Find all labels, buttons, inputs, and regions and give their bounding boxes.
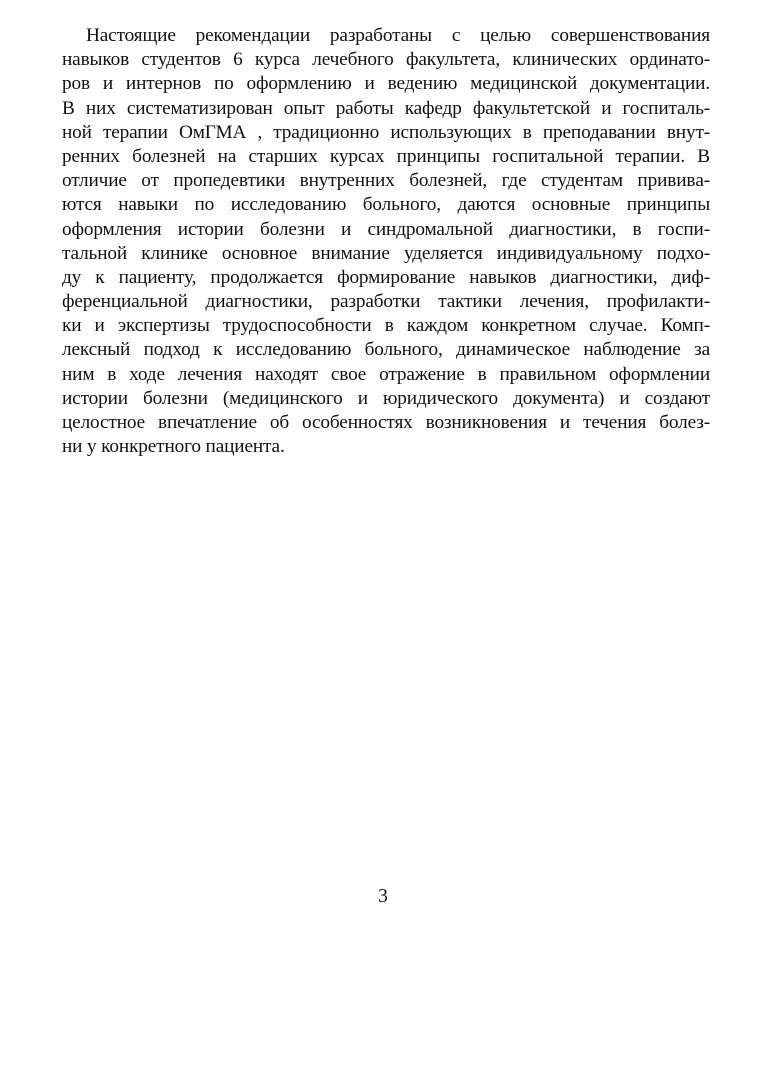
paragraph-line: лексный подход к исследованию больного, динамическое наблюдение за [62,339,710,361]
paragraph-line: ки и экспертизы трудоспособности в каждом конкретном случае. Комп- [62,315,710,337]
paragraph-line: ним в ходе лечения находят свое отражение в правильном оформлении [62,363,710,385]
paragraph-line: ду к пациенту, продолжается формирование навыков диагностики, диф- [62,266,710,288]
paragraph-line: навыков студентов 6 курса лечебного факультета, клинических ординато- [62,49,710,71]
paragraph-line: тальной клинике основное внимание уделяется индивидуальному подхо- [62,242,710,264]
paragraph-line: ренних болезней на старших курсах принципы госпитальной терапии. В [62,145,710,167]
paragraph-line: целостное впечатление об особенностях возникновения и течения болез- [62,412,710,433]
paragraph-line: оформления истории болезни и синдромальной диагностики, в госпи- [62,218,710,240]
paragraph-line: ются навыки по исследованию больного, даются основные принципы [62,194,710,216]
paragraph-line: ной терапии ОмГМА , традиционно использующих в преподавании внут- [62,121,710,143]
paragraph-line: Настоящие рекомендации разработаны с целью совершенствования [86,25,710,46]
paragraph-line: ференциальной диагностики, разработки тактики лечения, профилакти- [62,291,710,313]
page-number: 3 [378,886,388,907]
paragraph-line: ни у конкретного пациента. [62,436,285,458]
paragraph-line: отличие от пропедевтики внутренних болезней, где студентам прививa- [62,170,710,192]
paragraph-line: истории болезни (медицинского и юридического документа) и создают [62,387,710,409]
paragraph-line: ров и интернов по оформлению и ведению медицинской документации. [62,73,710,95]
body-paragraph [62,24,710,459]
paragraph-line: В них систематизирован опыт работы кафедр факультетской и госпиталь- [62,97,710,119]
